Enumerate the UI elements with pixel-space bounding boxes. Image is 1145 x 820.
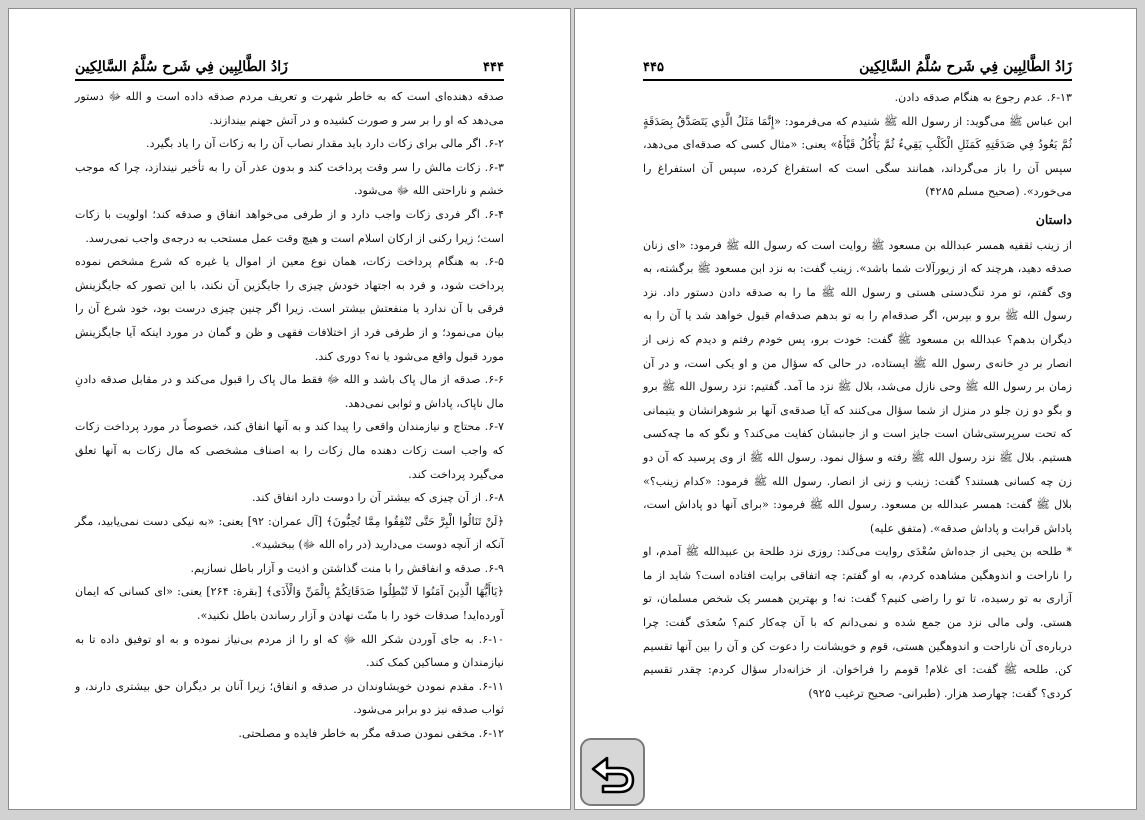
right-header-title: زَادُ الطَّالِبِين فِي شَرح سُلَّمُ السَّالِكِين — [859, 59, 1072, 75]
right-page-body — [643, 86, 1072, 705]
quran-verse: ﴿لَنْ تَنَالُوا الْبِرَّ حَتَّى تُنْفِقُوا مِمَّا تُحِبُّونَ﴾ [آل عمران: ۹۲] یعنی: «به نیکی دست نمی‌یابید، مگر آنکه از آنچه دوست می‌دارید (در راه الله ﷻ) ببخشید». — [75, 514, 504, 552]
right-page-number: ۴۴۵ — [643, 60, 664, 75]
story-paragraph: * طلحه بن یحیی از جده‌اش سُعْدَی روایت می‌کند: روزی نزد طلحة بن عبیدالله ﷺ آمدم، او را ناراحت و اندوهگین مشاهده کردم، به او گفتم: چه اتفاقی برایت افتاده است؟ شاید از ما آزاری به تو رسیده، تا تو را راضی کنیم؟ گفت: نه! و بهترین همسر یک شخص مسلمان، تو هستی. ولی مالی نزد من جمع شده و نمی‌دانم که با آن چه‌کار کنم؟ سُعدَی گفت: چرا درباره‌ی آن ناراحت و اندوهگین هستی، قوم و خویشانت را دعوت کن و آن را بین آنها تقسیم کن. طلحه ﷺ گفت: ای غلام! قومم را فراخوان. از خزانه‌دار سؤال کردم: چقدر تقسیم کردی؟ گفت: چهارصد هزار. (طبرانی- صحیح ترغیب ۹۲۵) — [643, 545, 1072, 700]
paragraph: ۶-۳. زکات مالش را سر وقت پرداخت کند و بدون عذر آن را به تأخیر نیندازد، چرا که موجب خشم و ناراحتی الله ﷻ می‌شود. — [75, 160, 504, 198]
paragraph: ۶-۱۳. عدم رجوع به هنگام صدقه دادن. — [894, 91, 1072, 104]
paragraph: ۶-۱۰. به جای آوردن شکر الله ﷻ که او را از مردم بی‌نیاز نموده و به او توفیق داده تا به نیازمندان و مساکین کمک کند. — [75, 632, 504, 670]
left-page — [8, 8, 571, 810]
left-page-number: ۴۴۴ — [483, 60, 504, 75]
quran-verse: ﴿يَاأَيُّهَا الَّذِينَ آمَنُوا لَا تُبْطِلُوا صَدَقَاتِكُمْ بِالْمَنِّ وَالْأَذَى﴾ [بقرة: ۲۶۴] یعنی: «ای کسانی که ایمان آورده‌اید! صدقات خود را با منّت نهادن و آزار رساندن باطل نکنید». — [75, 585, 504, 623]
back-button[interactable] — [580, 738, 645, 806]
story-paragraph: از زینب ثقفیه همسر عبدالله بن مسعود ﷺ روایت است که رسول الله ﷺ فرمود: «ای زنان صدقه دهید، هرچند که از زیورآلات شما باشد». زینب گفت: به نزد ابن مسعود ﷺ برگشته، به وی گفتم، تو مرد تنگ‌دستی هستی و رسول الله ﷺ ما را به صدقه دادن دستور داد. نزد رسول الله ﷺ برو و بپرس، اگر صدقه‌ام را به تو بدهم صدقه‌ام قبول خواهد شد یا آن را به دیگران بدهم؟ عبدالله بن مسعود ﷺ گفت: خودت برو، پس خودم رفتم و دیدم که زنی از انصار بر درِ خانه‌ی رسول الله ﷺ ایستاده، در حالی که سؤال من و او یکی است، و در آن زمان بر رسول الله ﷺ وحی نازل می‌شد، بلال ﷺ نزد ما آمد. گفتیم: نزد رسول الله ﷺ برو و بگو دو زن جلو در منزل از شما سؤال می‌کنند که آیا صدقه‌ی آنها بر شوهرانشان و یتیمانی که تحت سرپرستی‌شان است جایز است و از جانبشان کفایت می‌کند؟ و نگو که ما چه‌کسی هستیم. بلال ﷺ نزد رسول الله ﷺ رفته و سؤال نمود. رسول الله ﷺ از وی پرسید که آن دو زن چه کسانی هستند؟ گفت: زینب و زنی از انصار. رسول الله ﷺ فرمود: «کدام زینب؟» بلال ﷺ گفت: همسر عبدالله بن مسعود. رسول الله ﷺ فرمود: «برای آنها دو پاداش است، پاداش قرابت و پاداش صدقه». (متفق علیه) — [643, 238, 1072, 535]
paragraph: ۶-۱۱. مقدم نمودن خویشاوندان در صدقه و انفاق؛ زیرا آنان بر دیگران حق بیشتری دارند، و ثواب صدقه نیز دو برابر می‌شود. — [75, 679, 504, 717]
paragraph: ۶-۴. اگر فردی زکات واجب دارد و از طرفی می‌خواهد انفاق و صدقه کند؛ اولویت با زکات است؛ زیرا رکنی از ارکان اسلام است و هیچ وقت عمل مستحب به درجه‌ی واجب نمی‌رسد. — [75, 207, 504, 245]
left-header-title: زَادُ الطَّالِبِين فِي شَرح سُلَّمُ السَّالِكِين — [75, 59, 288, 75]
section-heading: داستان — [1035, 211, 1072, 227]
paragraph: ۶-۶. صدقه از مال پاک باشد و الله ﷻ فقط مال پاک را قبول می‌کند و در مقابل صدقه دادنِ مال ناپاک، پاداش و ثوابی نمی‌دهد. — [75, 373, 504, 410]
hadith-paragraph: ابن عباس ﷺ می‌گوید: از رسول الله ﷺ شنیدم که می‌فرمود: «إِنَّمَا مَثَلُ الَّذِي يَتَصَدَّقُ بِصَدَقَةٍ ثُمَّ يَعُودُ فِي صَدَقَتِهِ كَمَثَلِ الْكَلْبِ يَقِيءُ ثُمَّ يَأْكُلُ قَيْأَهُ» یعنی: «مثال کسی که صدقه‌ای می‌دهد، سپس آن را باز می‌گرداند، همانند سگی است که استفراغ کرده، سپس آن استفراغ را می‌خورد». (صحیح مسلم ۴۲۸۵) — [643, 114, 1072, 199]
paragraph: ۶-۵. به هنگام پرداخت زکات، همان نوع معین از اموال یا غیره که شرع مشخص نموده پرداخت شود، و فرد به اجتهاد خودش چیزی را جایگزین آن نکند، با این تصور که جایگزینش فرقی با آن ندارد یا منفعتش بیشتر است. زیرا اگر چنین چیزی درست بود، خود شرع آن را بیان می‌نمود؛ و از طرفی فرد از اختلافات فقهی و ظن و گمان در مورد اینکه آیا جایگزینش مورد قبول واقع می‌شود یا نه؟ دوری کند. — [75, 255, 504, 363]
paragraph: ۶-۲. اگر مالی برای زکات دارد باید مقدار نصاب آن را به زکات آن را یاد بگیرد. — [146, 137, 504, 151]
paragraph: ۶-۸. از آن چیزی که بیشتر آن را دوست دارد انفاق کند. — [251, 491, 504, 505]
paragraph: صدقه دهنده‌ای است که به خاطر شهرت و تعریف مردم صدقه داده است و الله ﷻ دستور می‌دهد که او را بر سر و صورت کشیده و در آتش جهنم بیندازند. — [75, 90, 504, 127]
paragraph: ۶-۱۲. مخفی نمودن صدقه مگر به خاطر فایده و مصلحتی. — [238, 727, 504, 741]
return-arrow-icon — [589, 750, 637, 796]
paragraph: ۶-۷. محتاج و نیازمندان واقعی را پیدا کند و به آنها انفاق کند، خصوصاً در مورد پرداخت زکات که واجب است زکات دهنده مال زکات را به اصناف مشخصی که مال زکات به آنها تعلق می‌گیرد پرداخت کند. — [75, 420, 504, 481]
paragraph: ۶-۹. صدقه و انفاقش را با منت گذاشتن و اذیت و آزار باطل نسازیم. — [190, 561, 504, 575]
right-page — [574, 8, 1137, 810]
right-page-header — [643, 53, 1072, 81]
left-page-header — [75, 53, 504, 81]
left-page-body — [75, 85, 504, 746]
